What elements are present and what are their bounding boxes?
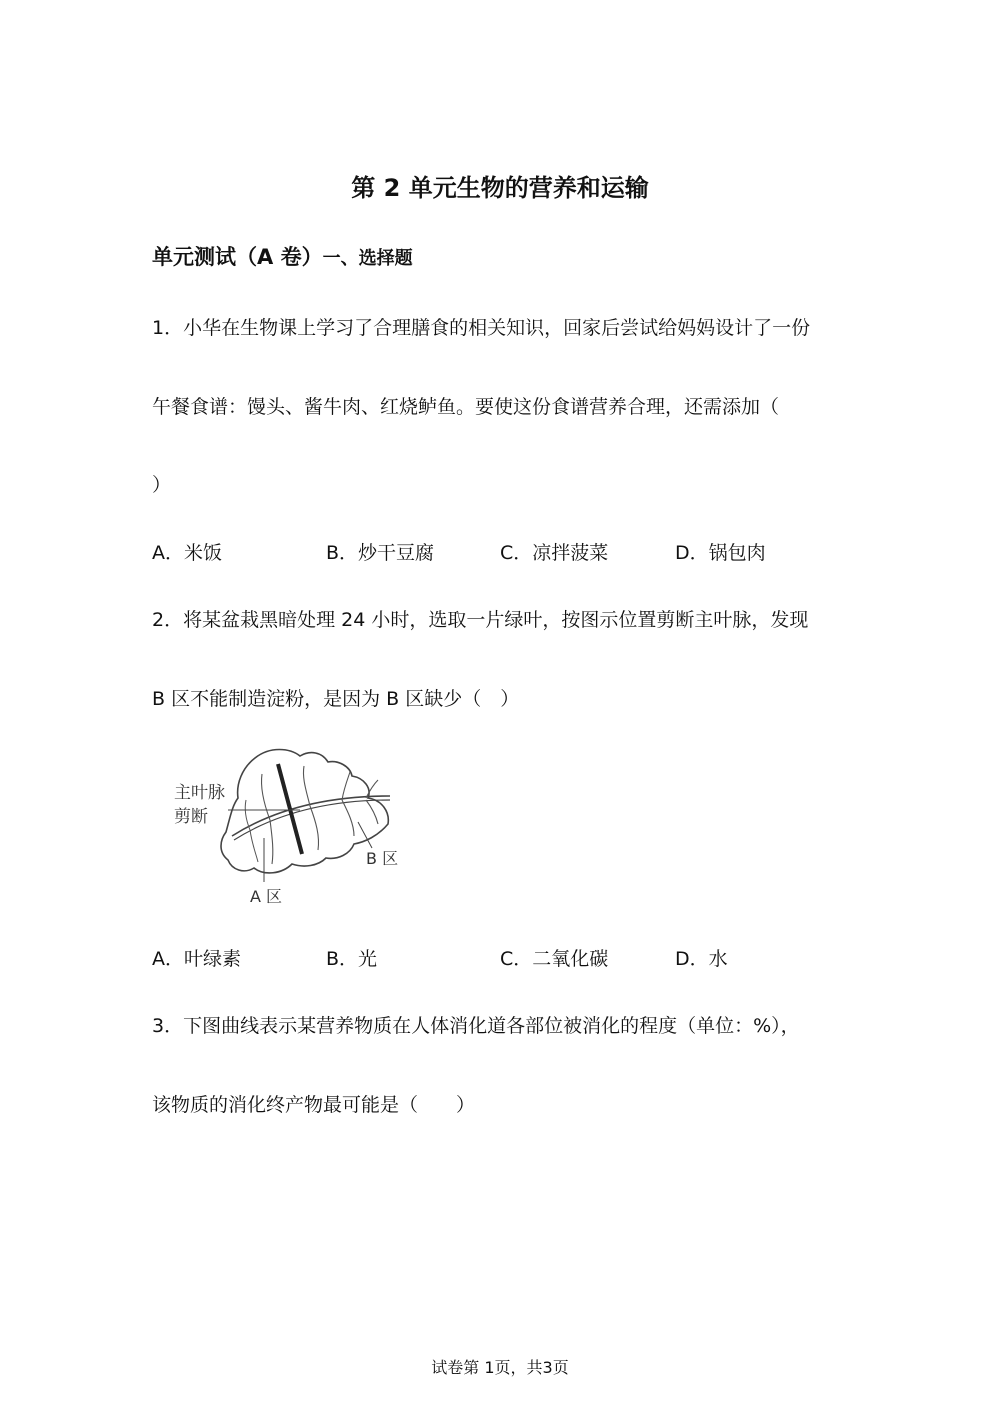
q1-line-1: 1．小华在生物课上学习了合理膳食的相关知识，回家后尝试给妈妈设计了一份 (152, 317, 811, 339)
q2-line-2: B 区不能制造淀粉，是因为 B 区缺少（ ） (152, 688, 520, 710)
q1-option-c[interactable]: C．凉拌菠菜 (500, 542, 609, 564)
label-a-region: A 区 (250, 887, 283, 906)
q2-option-a[interactable]: A．叶绿素 (152, 948, 241, 970)
leaf-diagram (160, 740, 410, 915)
unit-test-label: 单元测试（A 卷） (152, 245, 323, 269)
q1-line-2: 午餐食谱：馒头、酱牛肉、红烧鲈鱼。要使这份食谱营养合理，还需添加（ (152, 396, 780, 418)
q2-option-d[interactable]: D．水 (675, 948, 728, 970)
section-heading (152, 241, 413, 271)
question-type-label: 一、选择题 (322, 248, 413, 269)
page-title: 第 2 单元生物的营养和运输 (351, 174, 649, 202)
q2-line-1: 2．将某盆栽黑暗处理 24 小时，选取一片绿叶，按图示位置剪断主叶脉，发现 (152, 609, 809, 631)
q2-option-c[interactable]: C．二氧化碳 (500, 948, 609, 970)
q3-line-1: 3．下图曲线表示某营养物质在人体消化道各部位被消化的程度（单位：%）， (152, 1015, 800, 1037)
q1-option-a[interactable]: A．米饭 (152, 542, 222, 564)
label-cut: 剪断 (174, 807, 208, 827)
label-main-vein: 主叶脉 (174, 783, 225, 803)
page-footer: 试卷第 1页，共3页 (431, 1358, 569, 1377)
leaf-outline (221, 750, 388, 873)
q2-option-b[interactable]: B．光 (326, 948, 378, 970)
q3-line-2: 该物质的消化终产物最可能是（ ） (152, 1094, 476, 1116)
label-b-region: B 区 (366, 849, 399, 868)
q1-option-d[interactable]: D．锅包肉 (675, 542, 766, 564)
q1-line-3: ） (152, 474, 172, 496)
q1-option-b[interactable]: B．炒干豆腐 (326, 542, 435, 564)
